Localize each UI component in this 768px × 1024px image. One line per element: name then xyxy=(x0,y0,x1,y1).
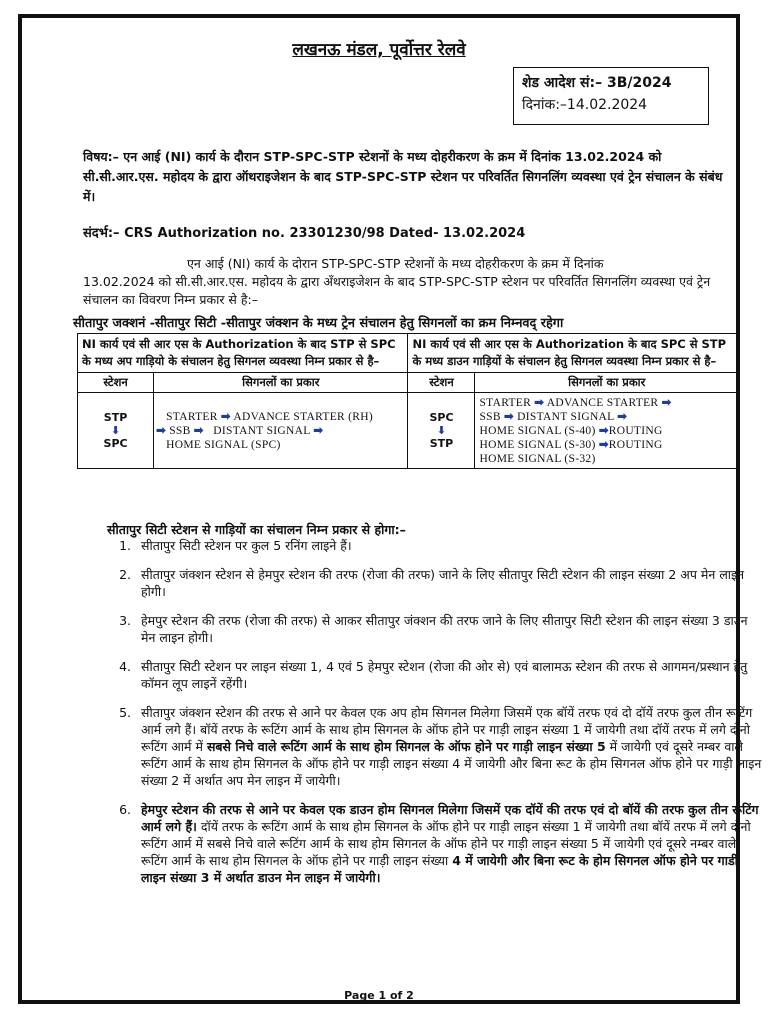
intro-paragraph xyxy=(83,255,727,309)
list-item-text: दॉयें तरफ के रूटिंग आर्म के साथ होम सिगनल के ऑफ होने पर गाड़ी लाइन संख्या 1 में जायेगी तथा बॉयें तरफ में लगे दोनो रूटिंग आर्म में सबसे निचे वाले रूटिंग आर्म के साथ होम सिगनल के ऑफ होने पर गाड़ी लाइन संख्या 5 में जायेगी एवं दूसरे नम्बर वाले रूटिंग आर्म के साथ होम सिगनल के ऑफ होने पर गाड़ी लाइन संख्या xyxy=(141,819,751,868)
reference xyxy=(83,223,723,241)
list-item-bold-text: 4 में जायेगी और बिना रूट के होम सिगनल ऑफ होने पर गाडी लाइन संख्या 3 में अर्थात डाउन मेन लाइन में जायेगी। xyxy=(141,853,738,885)
right-arrow-icon: ➡ xyxy=(313,424,324,437)
order-number: शेड आदेश सं:– 3B/2024 xyxy=(522,75,672,91)
right-sig-distant: DISTANT SIGNAL xyxy=(517,410,615,423)
right-signal-cell xyxy=(475,393,739,469)
right-arrow-icon: ➡ xyxy=(617,410,628,423)
right-sig-home-s40: HOME SIGNAL (S-40) xyxy=(479,424,596,437)
left-sig-starter: STARTER xyxy=(166,410,218,423)
right-sig-starter: STARTER xyxy=(479,396,532,409)
order-date: दिनांक:–14.02.2024 xyxy=(522,97,648,113)
right-station-cell xyxy=(408,393,475,469)
reference-label: संदर्भ:– xyxy=(83,226,120,241)
right-to-station: STP xyxy=(429,437,454,450)
list-item-text: हेमपुर स्टेशन की तरफ (रोजा की तरफ) से आकर सीतापुर जंक्शन की तरफ जाने के लिए सीतापुर सिटी स्टेशन की लाइन संख्या 3 डाउन मेन लाइन होगी। xyxy=(141,613,748,645)
list-item xyxy=(135,801,765,886)
page-title: लखनऊ मंडल, पूर्वोत्तर रेलवे xyxy=(292,40,466,60)
right-sig-ssb: SSB xyxy=(479,410,501,423)
list-item xyxy=(135,566,765,600)
col-station-right: स्टेशन xyxy=(408,373,475,393)
signal-sequence-heading: सीतापुर जक्शनं -सीतापुर सिटी -सीतापुर जंक्शन के मध्य ट्रेन संचालन हेतु सिगनलों का क्रम निम्नवद् रहेगा xyxy=(73,316,564,331)
col-station-left: स्टेशन xyxy=(78,373,154,393)
operation-list xyxy=(107,537,765,898)
order-number-box xyxy=(513,67,709,125)
subject-label: विषय:– xyxy=(83,149,119,164)
left-sig-home: HOME SIGNAL (SPC) xyxy=(166,438,281,451)
right-sig-home-s32: HOME SIGNAL (S-32) xyxy=(479,452,596,465)
left-station-cell xyxy=(78,393,154,469)
right-arrow-icon: ➡ xyxy=(220,410,231,423)
page-footer: Page 1 of 2 xyxy=(344,989,414,1002)
list-item-text: सीतापुर जंक्शन स्टेशन की तरफ से आने पर केवल एक अप होम सिगनल मिलेगा जिसमें एक बॉयें तरफ एवं दो दॉयें तरफ कुल तीन रूटिंग आर्म लगे हैं। बॉयें तरफ के रूटिंग आर्म के साथ होम सिगनल के ऑफ होने पर गाड़ी लाइन संख्या 1 में जायेगी तथा दॉयें तरफ में लगे दोनो रूटिंग आर्म में xyxy=(141,705,753,754)
right-sig-routing-2: ROUTING xyxy=(608,438,663,451)
left-sig-advance-starter: ADVANCE STARTER (RH) xyxy=(233,410,374,423)
right-arrow-icon: ➡ xyxy=(193,424,204,437)
right-sig-advance-starter: ADVANCE STARTER xyxy=(546,396,659,409)
left-sig-ssb: SSB xyxy=(169,424,191,437)
list-item xyxy=(135,612,765,646)
intro-line-1: एन आई (NI) कार्य के दोरान STP-SPC-STP स्टेशनों के मध्य दोहरीकरण के क्रम में दिनांक xyxy=(187,256,604,271)
signal-table xyxy=(77,333,739,469)
right-from-station: SPC xyxy=(429,411,454,424)
list-item-bold-text: सबसे निचे वाले रूटिंग आर्म के साथ होम सिगनल के ऑफ होने पर गाड़ी लाइन संख्या 5 xyxy=(206,739,606,754)
list-item-bold-text: हेमपुर स्टेशन की तरफ से आने पर केवल एक डाउन होम सिगनल मिलेगा जिसमें एक दॉयें की तरफ एवं दो बॉयें की तरफ कुल तीन रूटिंग आर्म लगे हैं। xyxy=(141,802,759,834)
down-arrow-icon: ⬇ xyxy=(436,424,447,437)
right-arrow-icon: ➡ xyxy=(661,396,672,409)
subject-text: एन आई (NI) कार्य के दौरान STP-SPC-STP स्टेशनों के मध्य दोहरीकरण के क्रम में दिनांक 13.02.2024 को सी.सी.आर.एस. महोदय के द्वारा ऑथराइजेशन के बाद STP-SPC-STP स्टेशन पर परिवर्तित सिगनलिंग व्यवस्था एवं ट्रेन संचालन के संबंध में। xyxy=(83,149,723,204)
list-item-text: में जायेगी एवं दूसरे नम्बर वाले रूटिंग आर्म के साथ होम सिगनल के ऑफ होने पर गाड़ी लाइन संख्या 4 में जायेगी और बिना रूट के होम सिगनल ऑफ होने पर गाड़ी लाइन संख्या 2 में अर्थात अप मेन लाइन में जायेगी। xyxy=(141,739,762,788)
subject xyxy=(83,147,723,207)
col-signal-left: सिगनलों का प्रकार xyxy=(154,373,408,393)
list-item xyxy=(135,537,765,554)
list-item-text: सीतापुर सिटी स्टेशन पर लाइन संख्या 1, 4 एवं 5 हेमपुर स्टेशन (रोजा की ओर से) एवं बालामऊ स्टेशन की तरफ से आगमन/प्रस्थान हेतु कॉमन लूप लाइनें रहेंगी। xyxy=(141,659,748,691)
table-left-header: NI कार्य एवं सी आर एस के Authorization के बाद STP से SPC के मध्य अप गाड़ियो के संचालन हेतु सिगनल व्यवस्था निम्न प्रकार से है– xyxy=(78,334,408,373)
intro-line-2: 13.02.2024 को सी.सी.आर.एस. महोदय के द्वारा अँथराइजेशन के बाद STP-SPC-STP स्टेशन पर परिवर्तित सिगनलिंग व्यवस्था एवं ट्रेन संचालन का विवरण निम्न प्रकार से है:– xyxy=(83,274,711,307)
col-signal-right: सिगनलों का प्रकार xyxy=(475,373,739,393)
list-item-text: सीतापुर जंक्शन स्टेशन से हेमपुर स्टेशन की तरफ (रोजा की तरफ) जाने के लिए सीतापुर सिटी स्टेशन की लाइन संख्या 2 अप मेन लाइन होगी। xyxy=(141,567,745,599)
right-arrow-icon: ➡ xyxy=(534,396,545,409)
section-title: सीतापुर सिटी स्टेशन से गाड़ियों का संचालन निम्न प्रकार से होगा:– xyxy=(107,522,406,537)
list-item xyxy=(135,658,765,692)
right-sig-routing-1: ROUTING xyxy=(608,424,663,437)
left-signal-cell xyxy=(154,393,408,469)
left-from-station: STP xyxy=(103,411,128,424)
right-sig-home-s30: HOME SIGNAL (S-30) xyxy=(479,438,596,451)
down-arrow-icon: ⬇ xyxy=(110,424,121,437)
right-arrow-icon: ➡ xyxy=(156,424,167,437)
left-sig-distant: DISTANT SIGNAL xyxy=(213,424,311,437)
left-to-station: SPC xyxy=(103,437,128,450)
right-arrow-icon: ➡ xyxy=(504,410,514,423)
list-item xyxy=(135,704,765,789)
right-arrow-icon: ➡ xyxy=(598,424,609,437)
reference-text: CRS Authorization no. 23301230/98 Dated- 13.02.2024 xyxy=(124,226,526,241)
list-item-text: सीतापुर सिटी स्टेशन पर कुल 5 रनिंग लाइने हैं। xyxy=(141,538,352,553)
table-right-header: NI कार्य एवं सी आर एस के Authorization के बाद SPC से STP के मध्य डाउन गाड़ियों के संचालन हेतु सिगनल व्यवस्था निम्न प्रकार से है– xyxy=(408,334,739,373)
document-frame xyxy=(18,14,762,1004)
right-arrow-icon: ➡ xyxy=(598,438,609,451)
